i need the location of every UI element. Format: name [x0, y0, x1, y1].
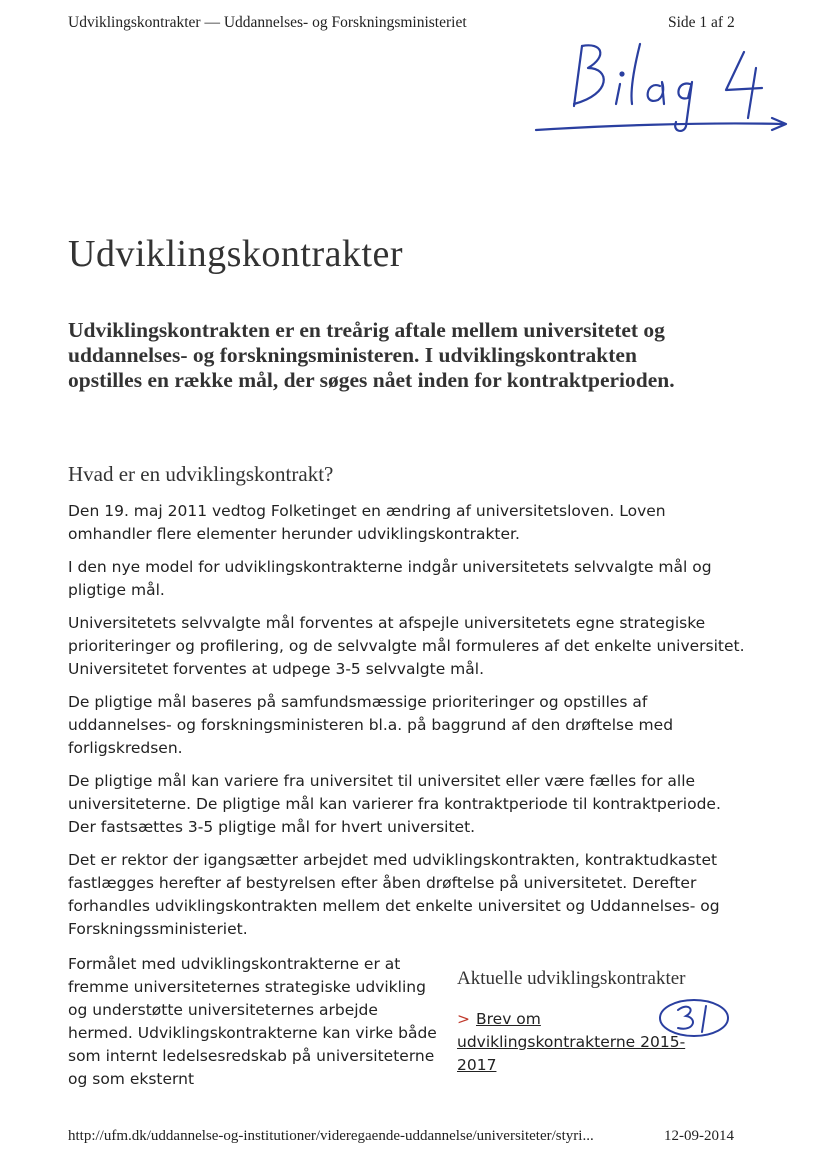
page-indicator: Side 1 af 2	[668, 14, 735, 31]
article-body	[68, 500, 748, 951]
page-title: Udviklingskontrakter	[68, 233, 404, 275]
intro-paragraph: Udviklingskontrakten er en treårig aftale mellem universitetet og uddannelses- og forskningsministeren. I udviklingskontrakten opstilles en række mål, der søges nået inden for kontraktperioden.	[68, 318, 675, 392]
body-paragraph-purpose: Formålet med udviklingskontrakterne er at fremme universiteternes strategiske udvikling og understøtte universiteternes arbejde hermed. Udviklingskontrakterne kan virke både som internt ledelsesredskab på universiteterne og som eksternt	[68, 955, 437, 1088]
brev-link-label: Brev om udviklingskontrakterne 2015-2017	[457, 1010, 686, 1074]
handwritten-bilag-stamp	[530, 38, 800, 138]
body-paragraph: De pligtige mål baseres på samfundsmæssige prioriteringer og opstilles af uddannelses- og forskningsministeren bl.a. på baggrund af den drøftelse med forligskredsen.	[68, 693, 674, 757]
footer-url: http://ufm.dk/uddannelse-og-institutioner/videregaende-uddannelse/universiteter/styri...	[68, 1128, 594, 1144]
body-paragraph: I den nye model for udviklingskontrakterne indgår universitetets selvvalgte mål og pligtige mål.	[68, 558, 712, 599]
print-header-title: Udviklingskontrakter — Uddannelses- og Forskningsministeriet	[68, 14, 467, 31]
handwritten-circled-number	[656, 996, 736, 1040]
body-paragraph: Den 19. maj 2011 vedtog Folketinget en ændring af universitetsloven. Loven omhandler flere elementer herunder udviklingskontrakter.	[68, 502, 666, 543]
body-paragraph: De pligtige mål kan variere fra universitet til universitet eller være fælles for alle universiteterne. De pligtige mål kan varierer fra kontraktperiode til kontraktperiode. Der fastsættes 3-5 pligtige mål for hvert universitet.	[68, 772, 721, 836]
section-heading: Hvad er en udviklingskontrakt?	[68, 462, 334, 486]
aside-heading: Aktuelle udviklingskontrakter	[457, 968, 686, 989]
body-paragraph: Universitetets selvvalgte mål forventes at afspejle universitetets egne strategiske prioriteringer og profilering, og de selvvalgte mål formuleres af det enkelte universitet. Universitetet forventes at udpege 3-5 selvvalgte mål.	[68, 614, 745, 678]
chevron-right-icon: >	[457, 1010, 470, 1028]
body-paragraph: Det er rektor der igangsætter arbejdet med udviklingskontrakten, kontraktudkastet fastlægges herefter af bestyrelsen efter åben drøftelse på universitetet. Derefter forhandles udviklingskontrakten mellem det enkelte universitet og Uddannelses- og Forskningssministeriet.	[68, 851, 720, 938]
footer-date: 12-09-2014	[664, 1128, 734, 1144]
